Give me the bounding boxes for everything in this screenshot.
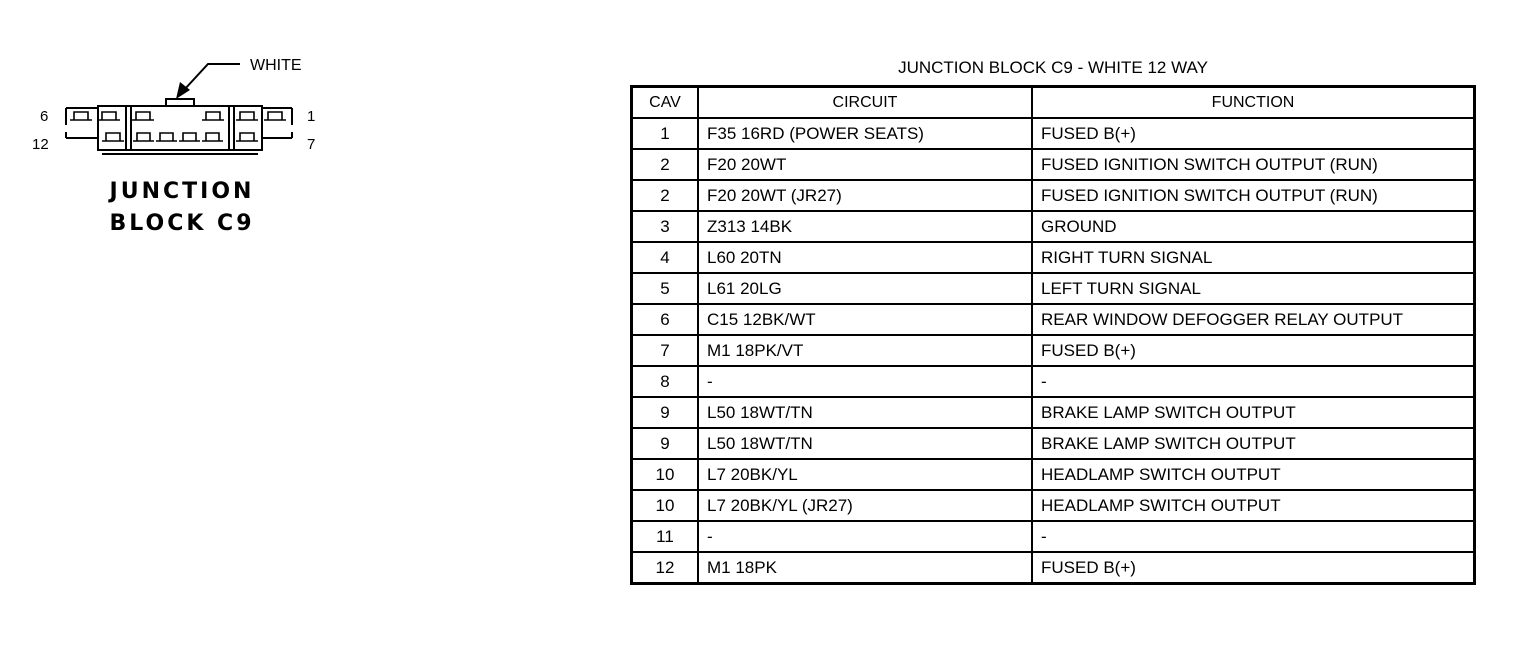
color-marker-tab xyxy=(166,99,194,106)
cell-function: FUSED B(+) xyxy=(1032,552,1475,584)
cavity-terminals-top xyxy=(70,112,286,120)
cell-circuit: - xyxy=(698,366,1032,397)
cell-cav: 11 xyxy=(632,521,699,552)
cell-circuit: L50 18WT/TN xyxy=(698,428,1032,459)
cell-function: FUSED B(+) xyxy=(1032,118,1475,149)
connector-caption-line1: JUNCTION xyxy=(109,179,255,204)
table-row xyxy=(632,335,1475,366)
pin-label-7: 7 xyxy=(307,136,316,153)
cell-cav: 4 xyxy=(632,242,699,273)
table-row xyxy=(632,397,1475,428)
color-label: WHITE xyxy=(250,57,302,74)
cell-circuit: - xyxy=(698,521,1032,552)
table-row xyxy=(632,521,1475,552)
table-row xyxy=(632,242,1475,273)
cell-function: BRAKE LAMP SWITCH OUTPUT xyxy=(1032,397,1475,428)
cell-cav: 2 xyxy=(632,180,699,211)
cell-circuit: L50 18WT/TN xyxy=(698,397,1032,428)
cell-function: - xyxy=(1032,521,1475,552)
table-row xyxy=(632,552,1475,584)
cell-cav: 6 xyxy=(632,304,699,335)
table-title: JUNCTION BLOCK C9 - WHITE 12 WAY xyxy=(898,58,1208,77)
cell-circuit: F20 20WT xyxy=(698,149,1032,180)
table-row xyxy=(632,459,1475,490)
cell-function: - xyxy=(1032,366,1475,397)
cell-function: RIGHT TURN SIGNAL xyxy=(1032,242,1475,273)
table-row xyxy=(632,118,1475,149)
cell-circuit: F20 20WT (JR27) xyxy=(698,180,1032,211)
cell-circuit: Z313 14BK xyxy=(698,211,1032,242)
cell-function: FUSED IGNITION SWITCH OUTPUT (RUN) xyxy=(1032,180,1475,211)
cell-function: HEADLAMP SWITCH OUTPUT xyxy=(1032,459,1475,490)
cell-function: BRAKE LAMP SWITCH OUTPUT xyxy=(1032,428,1475,459)
cell-cav: 2 xyxy=(632,149,699,180)
table-row xyxy=(632,366,1475,397)
cell-function: REAR WINDOW DEFOGGER RELAY OUTPUT xyxy=(1032,304,1475,335)
connector-diagram xyxy=(0,0,600,260)
cell-cav: 12 xyxy=(632,552,699,584)
color-leader-arrow xyxy=(176,64,240,99)
connector-body xyxy=(66,106,292,154)
connector-caption-line2: BLOCK C9 xyxy=(109,211,255,236)
table-row xyxy=(632,149,1475,180)
table-header-row xyxy=(632,87,1475,119)
table-row xyxy=(632,490,1475,521)
cell-cav: 9 xyxy=(632,397,699,428)
table-row xyxy=(632,304,1475,335)
cell-function: FUSED IGNITION SWITCH OUTPUT (RUN) xyxy=(1032,149,1475,180)
table-row xyxy=(632,211,1475,242)
cell-cav: 5 xyxy=(632,273,699,304)
header-circuit: CIRCUIT xyxy=(698,87,1032,119)
cell-cav: 10 xyxy=(632,459,699,490)
header-function: FUNCTION xyxy=(1032,87,1475,119)
cell-cav: 10 xyxy=(632,490,699,521)
cell-circuit: C15 12BK/WT xyxy=(698,304,1032,335)
cell-function: GROUND xyxy=(1032,211,1475,242)
cell-cav: 8 xyxy=(632,366,699,397)
cell-circuit: L60 20TN xyxy=(698,242,1032,273)
cell-circuit: F35 16RD (POWER SEATS) xyxy=(698,118,1032,149)
pin-label-6: 6 xyxy=(40,108,49,125)
cell-cav: 9 xyxy=(632,428,699,459)
cell-circuit: L7 20BK/YL xyxy=(698,459,1032,490)
cell-circuit: M1 18PK xyxy=(698,552,1032,584)
cell-function: FUSED B(+) xyxy=(1032,335,1475,366)
table-row xyxy=(632,180,1475,211)
cell-cav: 1 xyxy=(632,118,699,149)
cell-cav: 3 xyxy=(632,211,699,242)
cell-function: HEADLAMP SWITCH OUTPUT xyxy=(1032,490,1475,521)
cell-cav: 7 xyxy=(632,335,699,366)
pinout-table xyxy=(630,85,1476,585)
table-row xyxy=(632,428,1475,459)
cell-circuit: L61 20LG xyxy=(698,273,1032,304)
cell-circuit: M1 18PK/VT xyxy=(698,335,1032,366)
pin-label-1: 1 xyxy=(307,108,316,125)
table-row xyxy=(632,273,1475,304)
cell-function: LEFT TURN SIGNAL xyxy=(1032,273,1475,304)
cell-circuit: L7 20BK/YL (JR27) xyxy=(698,490,1032,521)
pin-label-12: 12 xyxy=(32,136,49,153)
header-cav: CAV xyxy=(632,87,699,119)
